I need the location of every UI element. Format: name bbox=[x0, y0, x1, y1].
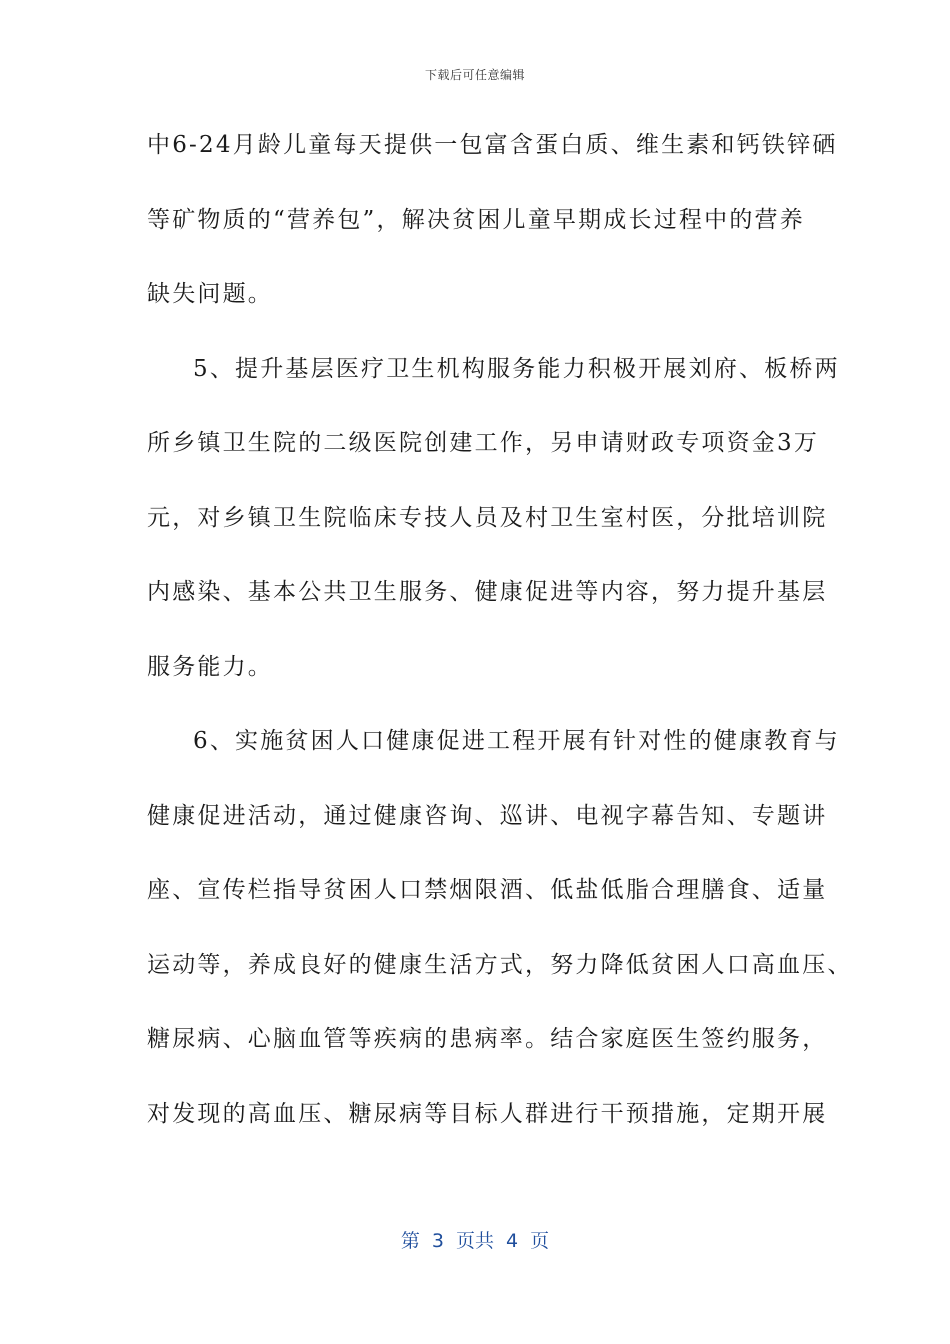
document-body bbox=[147, 108, 853, 1151]
body-line: 座、宣传栏指导贫困人口禁烟限酒、低盐低脂合理膳食、适量 bbox=[147, 877, 828, 903]
body-line: 健康促进活动，通过健康咨询、巡讲、电视字幕告知、专题讲 bbox=[147, 802, 828, 829]
page-label: 第 bbox=[400, 1230, 420, 1252]
page-total-label: 页共 bbox=[455, 1230, 494, 1252]
body-line: 服务能力。 bbox=[147, 653, 273, 680]
body-line: 所乡镇卫生院的二级医院创建工作，另申请财政专项资金3万 bbox=[147, 430, 820, 456]
body-line: 中6-24月龄儿童每天提供一包富含蛋白质、维生素和钙铁锌硒 bbox=[147, 132, 838, 158]
body-line: 缺失问题。 bbox=[147, 281, 273, 307]
body-line: 6、实施贫困人口健康促进工程开展有针对性的健康教育与 bbox=[193, 728, 840, 754]
body-line: 等矿物质的“营养包”，解决贫困儿童早期成长过程中的营养 bbox=[147, 206, 805, 233]
body-line: 5、提升基层医疗卫生机构服务能力积极开展刘府、板桥两 bbox=[193, 355, 840, 382]
page-end-label: 页 bbox=[530, 1230, 550, 1252]
body-line: 内感染、基本公共卫生服务、健康促进等内容，努力提升基层 bbox=[147, 579, 828, 605]
body-line: 元，对乡镇卫生院临床专技人员及村卫生室村医，分批培训院 bbox=[147, 504, 828, 531]
page-number-footer bbox=[0, 1226, 950, 1253]
current-page-number: 3 bbox=[431, 1230, 444, 1252]
body-line: 对发现的高血压、糖尿病等目标人群进行干预措施，定期开展 bbox=[147, 1100, 828, 1127]
page-header-note: 下载后可任意编辑 bbox=[424, 68, 525, 82]
total-pages-number: 4 bbox=[506, 1230, 519, 1252]
body-line: 糖尿病、心脑血管等疾病的患病率。结合家庭医生签约服务， bbox=[147, 1026, 828, 1052]
body-line: 运动等，养成良好的健康生活方式，努力降低贫困人口高血压、 bbox=[147, 951, 853, 978]
